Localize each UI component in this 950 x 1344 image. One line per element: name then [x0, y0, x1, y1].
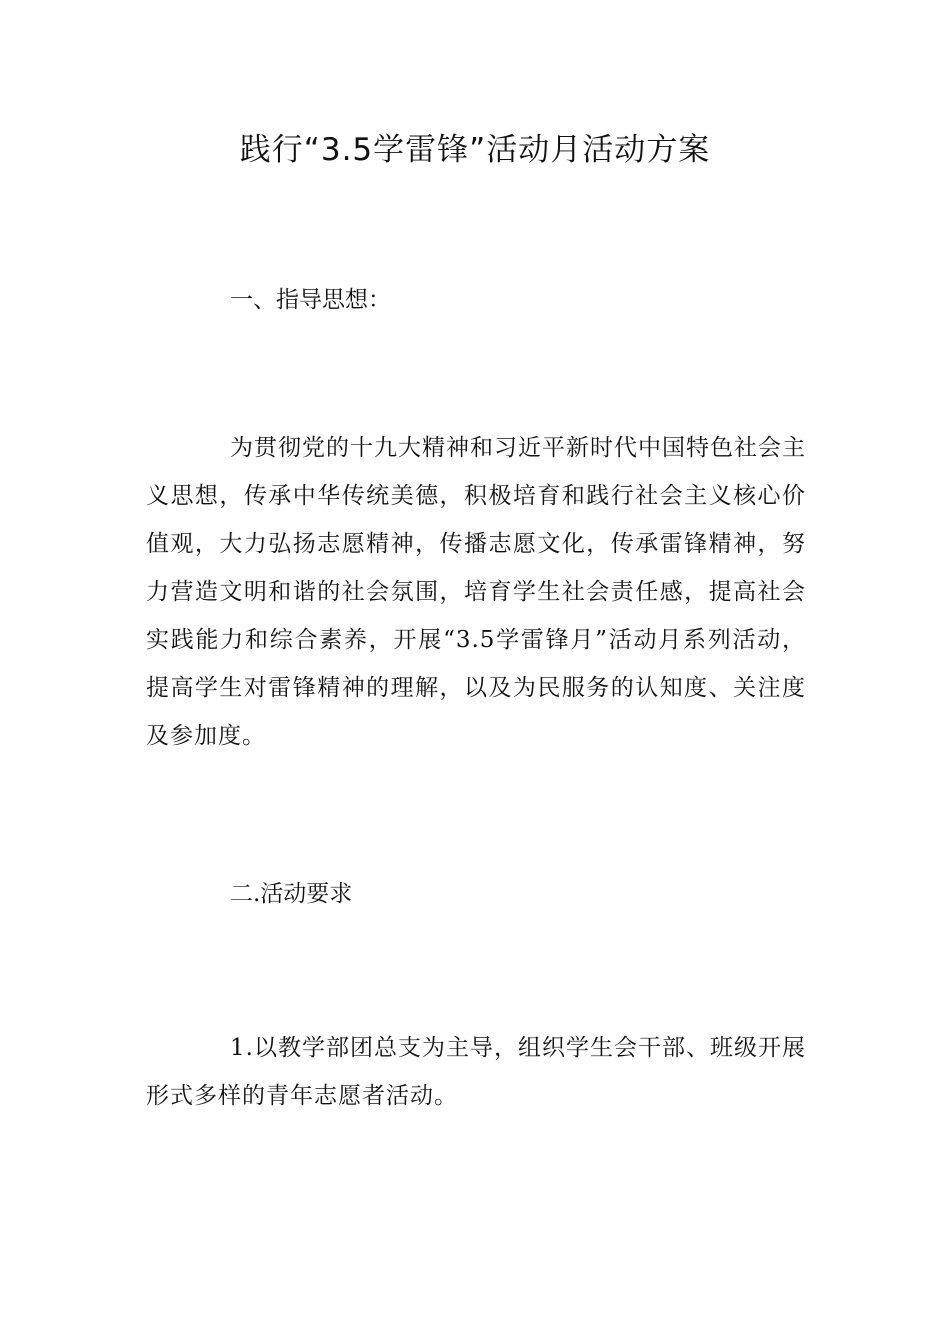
- requirement-item-1: 1.以教学部团总支为主导，组织学生会干部、班级开展形式多样的青年志愿者活动。: [146, 1035, 806, 1109]
- section-paragraph-guiding-ideology: 为贯彻党的十九大精神和习近平新时代中国特色社会主义思想，传承中华传统美德，积极培育和践行社会主义核心价值观，大力弘扬志愿精神，传播志愿文化，传承雷锋精神，努力营造文明和谐的社会氛围，培育学生社会责任感，提高社会实践能力和综合素养，开展“3.5学雷锋月”活动月系列活动，提高学生对雷锋精神的理解，以及为民服务的认知度、关注度及参加度。: [146, 435, 806, 749]
- document-title: 践行“3.5学雷锋”活动月活动方案: [239, 132, 711, 168]
- section-heading-activity-requirements: 二.活动要求: [230, 881, 353, 907]
- section-heading-guiding-ideology: 一、指导思想：: [230, 287, 391, 313]
